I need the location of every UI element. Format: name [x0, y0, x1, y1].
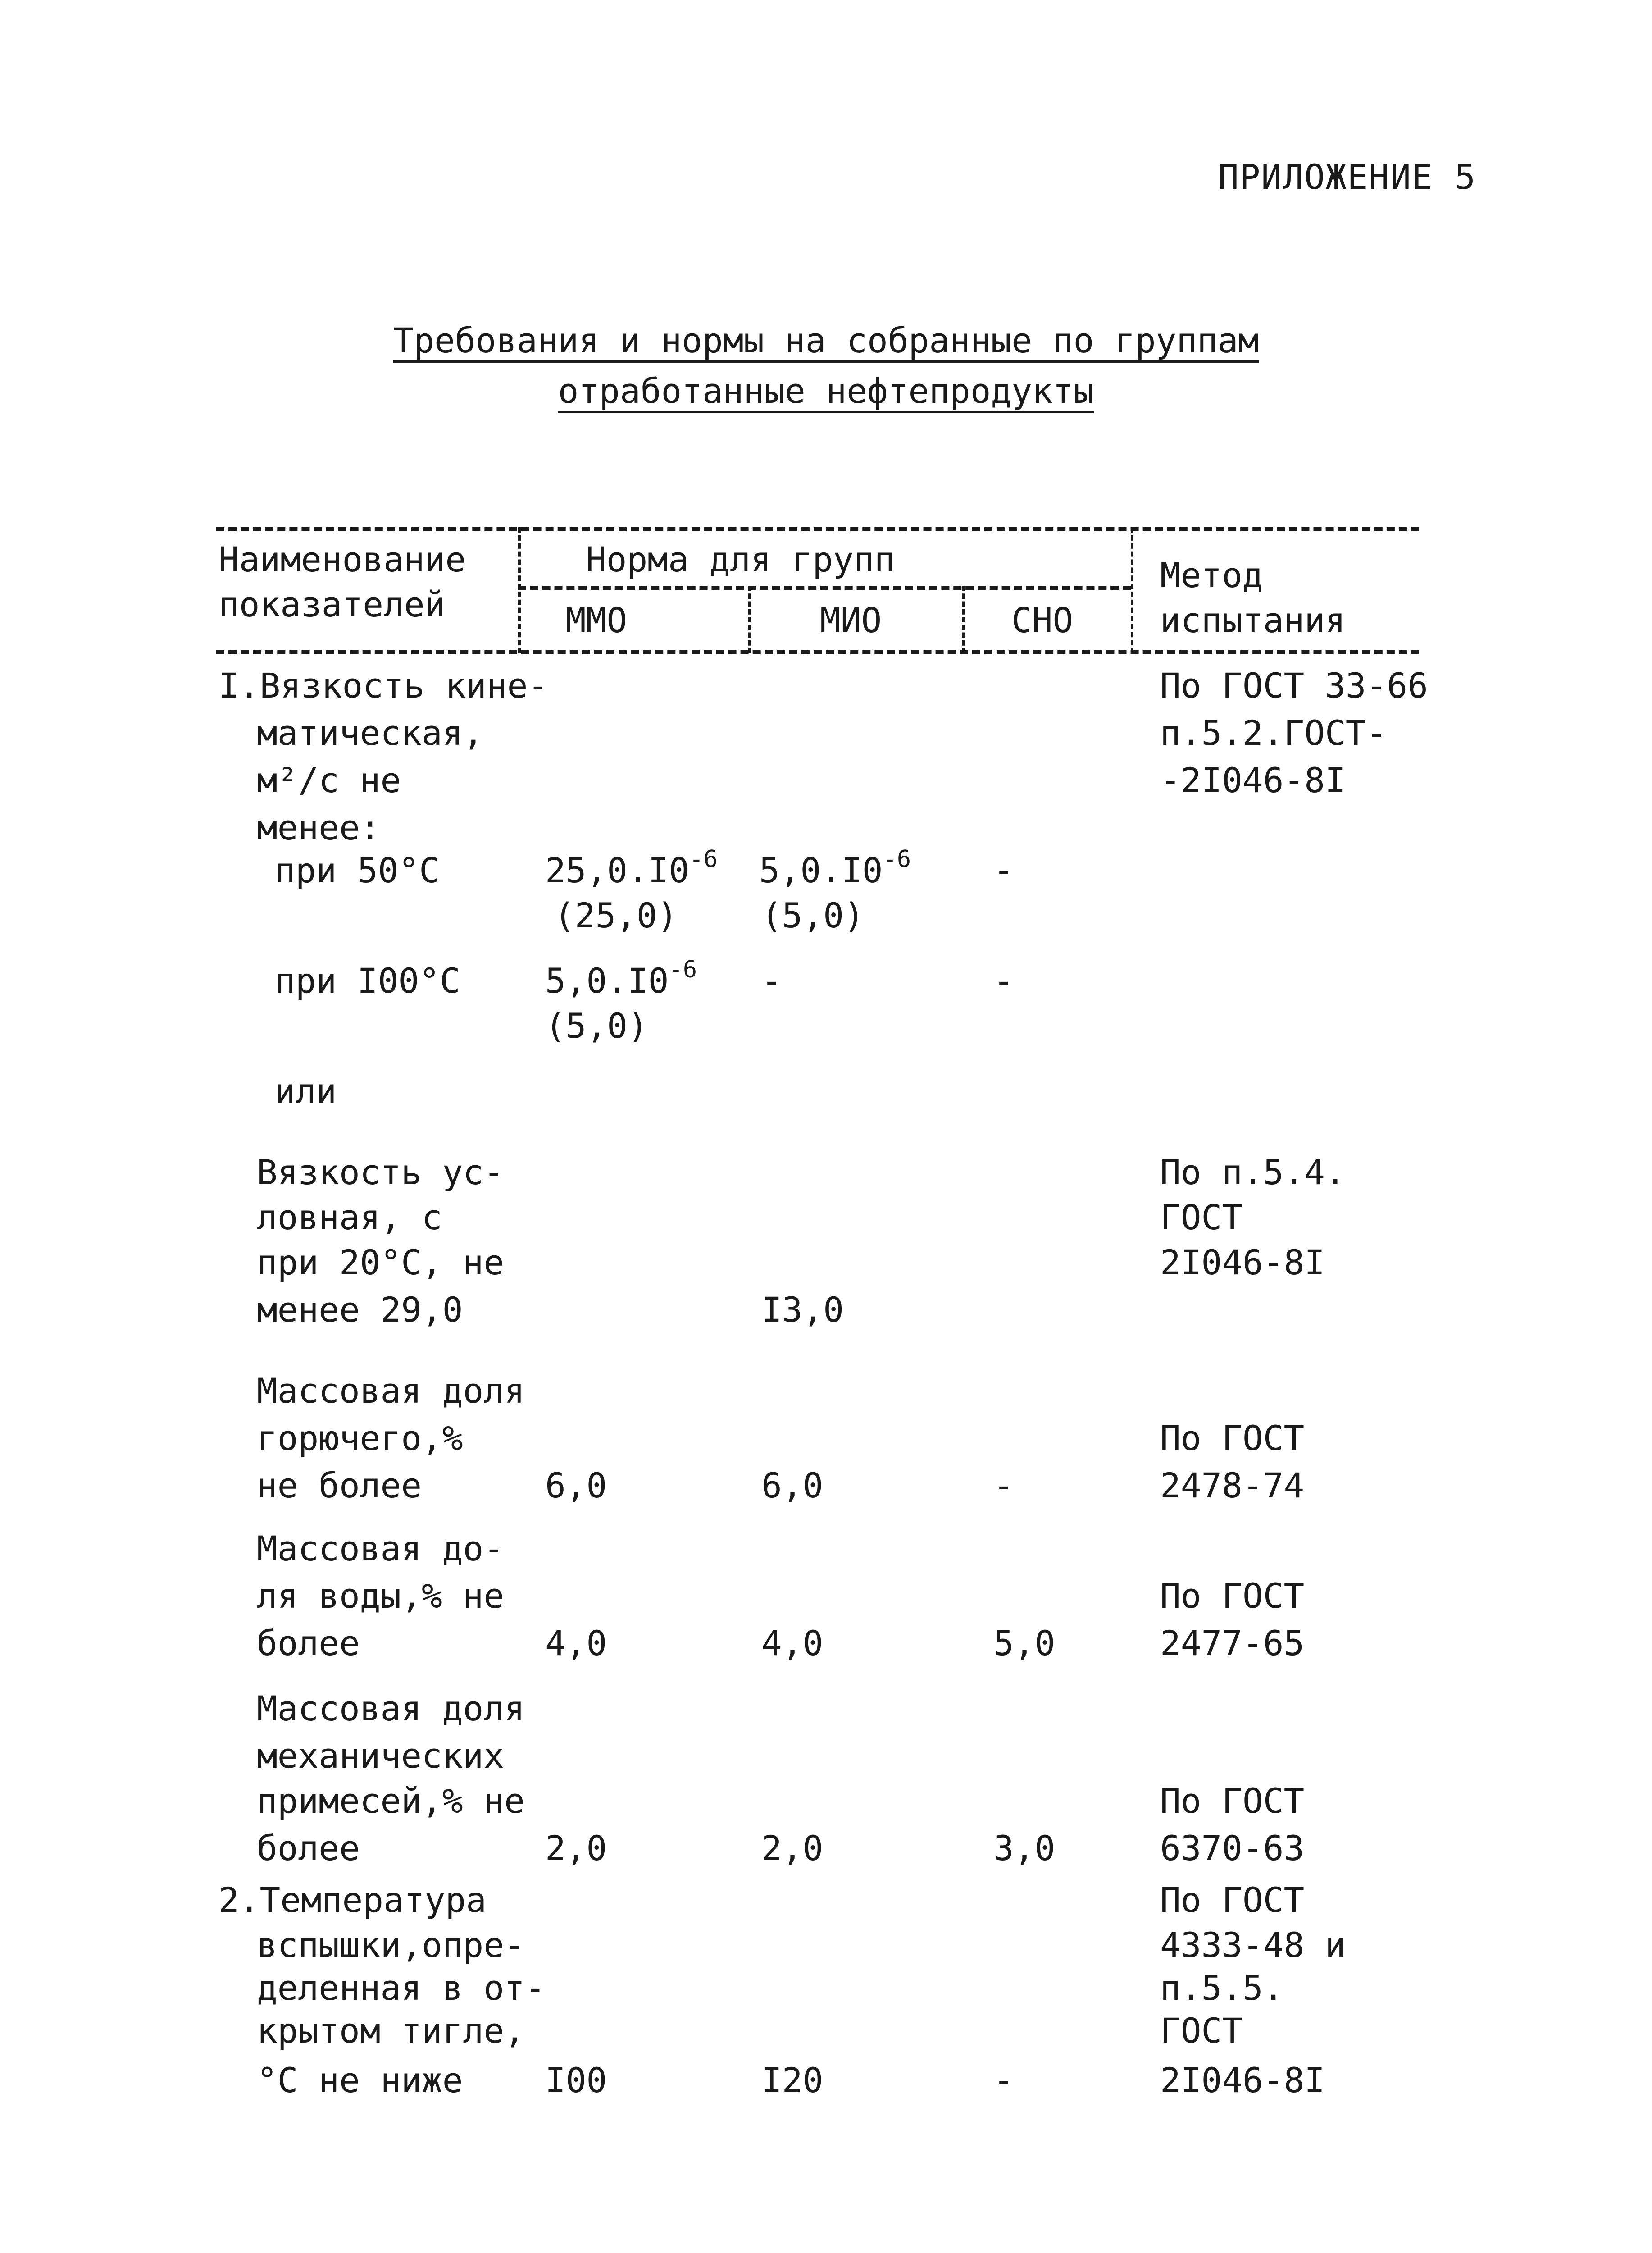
header-name-line2: показателей [218, 584, 446, 625]
title-line-1: Требования и нормы на собранные по группам [393, 320, 1259, 360]
row1d-name-line1: Массовая доля [257, 1371, 525, 1411]
row2-name-line1: 2.Температура [218, 1880, 487, 1920]
header-separator-4 [1131, 527, 1133, 653]
row1-name-line3: м²/с не [257, 760, 401, 800]
row1e-mmo-value: 4,0 [545, 1623, 607, 1663]
appendix-label: ПРИЛОЖЕНИЕ 5 [1218, 157, 1476, 197]
row1f-mmo-value: 2,0 [545, 1828, 607, 1868]
row1-name-line4: менее: [257, 807, 381, 848]
header-method-line2: испытания [1160, 600, 1346, 640]
row1c-method-line3: 2I046-8I [1160, 1242, 1325, 1282]
row2-method-line3: п.5.5. [1160, 1968, 1284, 2008]
row1-name-line1: I.Вязкость кине- [218, 666, 549, 706]
row1d-name-line3: не более [257, 1465, 422, 1505]
row1d-sno-value: - [993, 1465, 1014, 1505]
row1-name-line2: матическая, [257, 713, 484, 753]
row1-method-line3: -2I046-8I [1160, 760, 1346, 800]
header-method-line1: Метод [1160, 555, 1263, 595]
row1d-method-line2: 2478-74 [1160, 1465, 1305, 1505]
row2-mio-value: I20 [761, 2060, 824, 2100]
row1f-name-line4: более [257, 1828, 360, 1868]
row1a-mio-value: $5,0.I0^{-6}$ [759, 845, 911, 890]
header-separator-3 [962, 586, 965, 653]
row1e-name-line3: более [257, 1623, 360, 1663]
row1e-name-line2: ля воды,% не [257, 1576, 505, 1616]
row1e-method-line2: 2477-65 [1160, 1623, 1305, 1663]
row1a-mmo-paren: (25,0) [554, 895, 678, 935]
header-mio: МИО [820, 600, 882, 640]
row1e-name-line1: Массовая до- [257, 1528, 505, 1569]
row2-method-line2: 4333-48 и [1160, 1925, 1346, 1965]
header-name-line1: Наименование [218, 539, 466, 579]
row1-method-line1: По ГОСТ 33-66 [1160, 666, 1428, 706]
row2-name-line4: крытом тигле, [257, 2011, 525, 2051]
document-title [0, 315, 1652, 416]
header-mmo: ММО [565, 600, 628, 640]
row1d-mmo-value: 6,0 [545, 1465, 607, 1505]
row1f-name-line3: примесей,% не [257, 1781, 525, 1821]
title-line-2: отработанные нефтепродукты [558, 371, 1094, 411]
row2-name-line3: деленная в от- [257, 1968, 546, 2008]
header-middle-rule [518, 586, 1131, 590]
or-label: или [275, 1071, 337, 1111]
row1b-mio-value: - [761, 961, 782, 1001]
row1d-name-line2: горючего,% [257, 1418, 463, 1458]
row2-method-line5: 2I046-8I [1160, 2060, 1325, 2100]
row2-name-line2: вспышки,опре- [257, 1925, 525, 1965]
row1e-sno-value: 5,0 [993, 1623, 1056, 1663]
row1a-sno-value: - [993, 850, 1014, 890]
header-separator-2 [748, 586, 751, 653]
row1b-mmo-paren: (5,0) [545, 1006, 648, 1046]
row1c-name-line1: Вязкость ус- [257, 1152, 505, 1192]
header-bottom-rule [216, 650, 1419, 654]
header-norm: Норма для групп [586, 539, 895, 579]
row2-method-line1: По ГОСТ [1160, 1880, 1305, 1920]
row1f-sno-value: 3,0 [993, 1828, 1056, 1868]
row2-name-line5: °С не ниже [257, 2060, 463, 2100]
row1c-name-line4: менее 29,0 [257, 1290, 463, 1330]
row1c-mio-value: I3,0 [761, 1290, 844, 1330]
header-top-rule [216, 527, 1419, 531]
row1c-name-line2: ловная, с [257, 1197, 442, 1237]
row2-method-line4: ГОСТ [1160, 2011, 1243, 2051]
row1f-name-line1: Массовая доля [257, 1688, 525, 1729]
row1a-label: при 50°С [275, 850, 440, 890]
row2-sno-value: - [993, 2060, 1014, 2100]
row1b-label: при I00°С [275, 961, 460, 1001]
row1f-method-line2: 6370-63 [1160, 1828, 1305, 1868]
row1f-method-line1: По ГОСТ [1160, 1781, 1305, 1821]
header-sno: СНО [1011, 600, 1074, 640]
row1f-mio-value: 2,0 [761, 1828, 824, 1868]
row1-method-line2: п.5.2.ГОСТ- [1160, 713, 1387, 753]
row1d-mio-value: 6,0 [761, 1465, 824, 1505]
row1c-method-line2: ГОСТ [1160, 1197, 1243, 1237]
row1e-mio-value: 4,0 [761, 1623, 824, 1663]
row1a-mio-paren: (5,0) [761, 895, 865, 935]
header-separator-1 [518, 527, 521, 653]
row1a-mmo-value: $25,0.I0^{-6}$ [545, 845, 718, 890]
row2-mmo-value: I00 [545, 2060, 607, 2100]
row1b-mmo-value: $5,0.I0^{-6}$ [545, 956, 697, 1001]
row1e-method-line1: По ГОСТ [1160, 1576, 1305, 1616]
row1b-sno-value: - [993, 961, 1014, 1001]
row1f-name-line2: механических [257, 1736, 505, 1776]
row1c-name-line3: при 20°С, не [257, 1242, 505, 1282]
row1c-method-line1: По п.5.4. [1160, 1152, 1346, 1192]
row1d-method-line1: По ГОСТ [1160, 1418, 1305, 1458]
